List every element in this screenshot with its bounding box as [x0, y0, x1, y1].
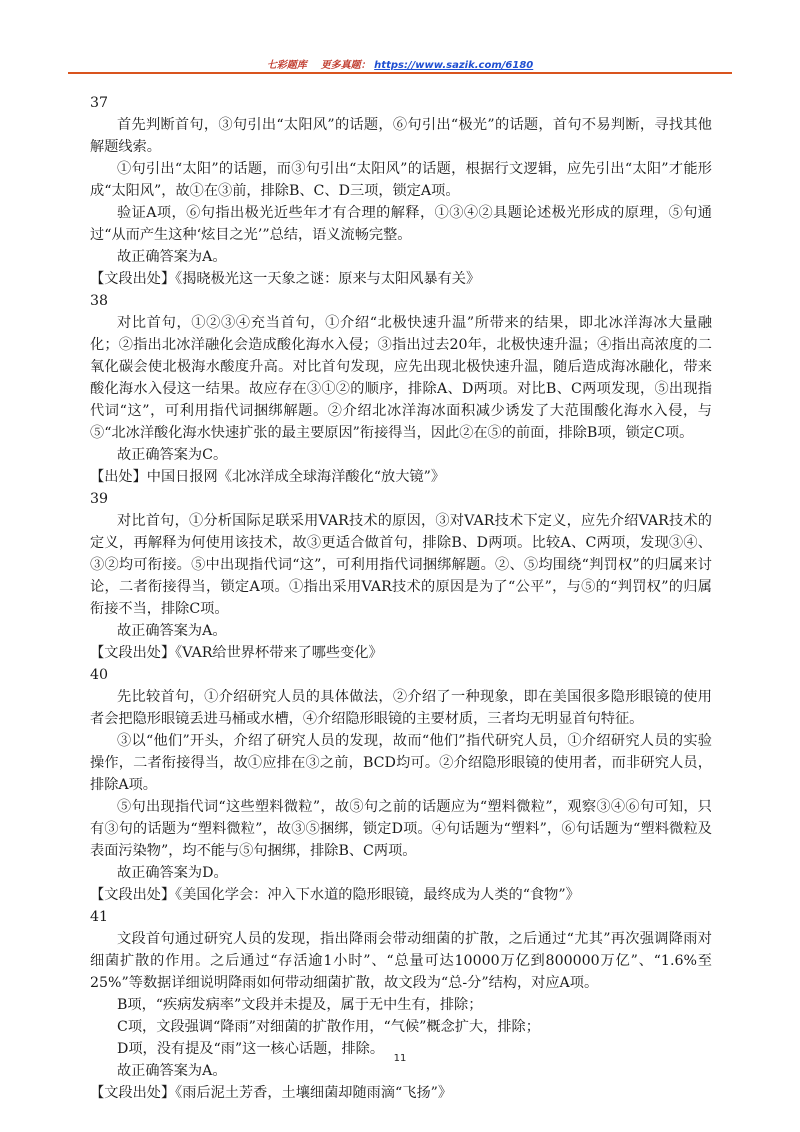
explanation-paragraph: ③以“他们”开头，介绍了研究人员的发现，故而“他们”指代研究人员，①介绍研究人员的实验操作，二者衔接得当，故①应排在③之前，BCD均可。②介绍隐形眼镜的使用者，而非研究人员，排除A项。 — [90, 733, 712, 793]
explanation-paragraph: D项，没有提及“雨”这一核心话题，排除。 — [116, 1041, 385, 1057]
explanation-paragraph: 故正确答案为D。 — [116, 865, 228, 881]
explanation-paragraph: ①句引出“太阳”的话题，而③句引出“太阳风”的话题，根据行文逻辑，应先引出“太阳”才能形成“太阳风”，故①在③前，排除B、C、D三项，锁定A项。 — [90, 161, 712, 199]
explanation-paragraph: 对比首句，①②③④充当首句，①介绍“北极快速升温”所带来的结果，即北冰洋海冰大量融化；②指出北冰洋融化会造成酸化海水入侵；③指出过去20年，北极快速升温；④指出高浓度的二氧化碳会使北极海水酸度升高。对比首句发现，应先出现北极快速升温，随后造成海冰融化，带来酸化海水入侵这一结果。故应存在③①②的顺序，排除A、D两项。对比B、C两项发现，⑤出现指代词“这”，可利用指代词捆绑解题。②介绍北冰洋海冰面积减少诱发了大范围酸化海水入侵，与⑤“北冰洋酸化海水快速扩张的最主要原因”衔接得当，因此②在⑤的前面，排除B项，锁定C项。 — [90, 315, 712, 441]
explanation-paragraph: 首先判断首句，③句引出“太阳风”的话题，⑥句引出“极光”的话题，首句不易判断，寻找其他解题线索。 — [90, 117, 712, 155]
source-citation: 【文段出处】《美国化学会：冲入下水道的隐形眼镜，最终成为人类的“食物”》 — [90, 887, 580, 903]
question-number: 37 — [90, 95, 109, 111]
explanation-paragraph: ⑤句出现指代词“这些塑料微粒”，故⑤句之前的话题应为“塑料微粒”，观察③④⑥句可知，只有③句的话题为“塑料微粒”，故③⑤捆绑，锁定D项。④句话题为“塑料”，⑥句话题为“塑料微粒及表面污染物”，均不能与⑤句捆绑，排除B、C两项。 — [90, 799, 712, 859]
explanation-paragraph: B项，“疾病发病率”文段并未提及，属于无中生有，排除； — [116, 997, 483, 1013]
explanation-paragraph: 故正确答案为C。 — [116, 447, 228, 463]
header-site-name: 七彩题库 — [266, 60, 307, 71]
header-divider — [68, 72, 732, 74]
explanation-paragraph: 对比首句，①分析国际足联采用VAR技术的原因，③对VAR技术下定义，应先介绍VAR技术的定义，再解释为何使用该技术，故③更适合做首句，排除B、D两项。比较A、C两项，发现③④、③②均可衔接。⑤中出现指代词“这”，可利用指代词捆绑解题。②、⑤均围绕“判罚权”的归属来讨论，二者衔接得当，锁定A项。①指出采用VAR技术的原因是为了“公平”，与⑤的“判罚权”的归属衔接不当，排除C项。 — [90, 513, 712, 617]
explanation-paragraph: 验证A项，⑥句指出极光近些年才有合理的解释，①③④②具题论述极光形成的原理，⑤句通过“从而产生这种‘炫目之光’”总结，语义流畅完整。 — [90, 205, 712, 243]
header-more-label: 更多真题： — [320, 60, 371, 71]
explanation-paragraph: C项，文段强调“降雨”对细菌的扩散作用，“气候”概念扩大，排除； — [116, 1019, 540, 1035]
explanation-paragraph: 故正确答案为A。 — [116, 1063, 227, 1079]
document-body — [90, 92, 712, 1104]
source-citation: 【文段出处】《雨后泥土芳香，土壤细菌却随雨滴“飞扬”》 — [90, 1085, 453, 1101]
header-link[interactable]: https://www.sazik.com/6180 — [374, 60, 534, 71]
question-number: 38 — [90, 293, 109, 309]
question-number: 41 — [90, 909, 109, 925]
explanation-paragraph: 故正确答案为A。 — [116, 623, 227, 639]
question-number: 40 — [90, 667, 109, 683]
page-header — [0, 56, 800, 71]
source-citation: 【文段出处】《VAR给世界杯带来了哪些变化》 — [90, 645, 383, 661]
explanation-paragraph: 先比较首句，①介绍研究人员的具体做法，②介绍了一种现象，即在美国很多隐形眼镜的使用者会把隐形眼镜丢进马桶或水槽，④介绍隐形眼镜的主要材质，三者均无明显首句特征。 — [90, 689, 712, 727]
source-citation: 【出处】中国日报网《北冰洋成全球海洋酸化“放大镜”》 — [90, 469, 446, 485]
explanation-paragraph: 文段首句通过研究人员的发现，指出降雨会带动细菌的扩散，之后通过“尤其”再次强调降雨对细菌扩散的作用。之后通过“存活逾1小时”、“总量可达10000万亿到800000万亿”、“1.6%至25%”等数据详细说明降雨如何带动细菌扩散，故文段为“总-分”结构，对应A项。 — [90, 931, 712, 991]
source-citation: 【文段出处】《揭晓极光这一天象之谜：原来与太阳风暴有关》 — [90, 271, 481, 287]
explanation-paragraph: 故正确答案为A。 — [116, 249, 227, 265]
question-number: 39 — [90, 491, 109, 507]
page-number: 11 — [393, 1053, 407, 1064]
